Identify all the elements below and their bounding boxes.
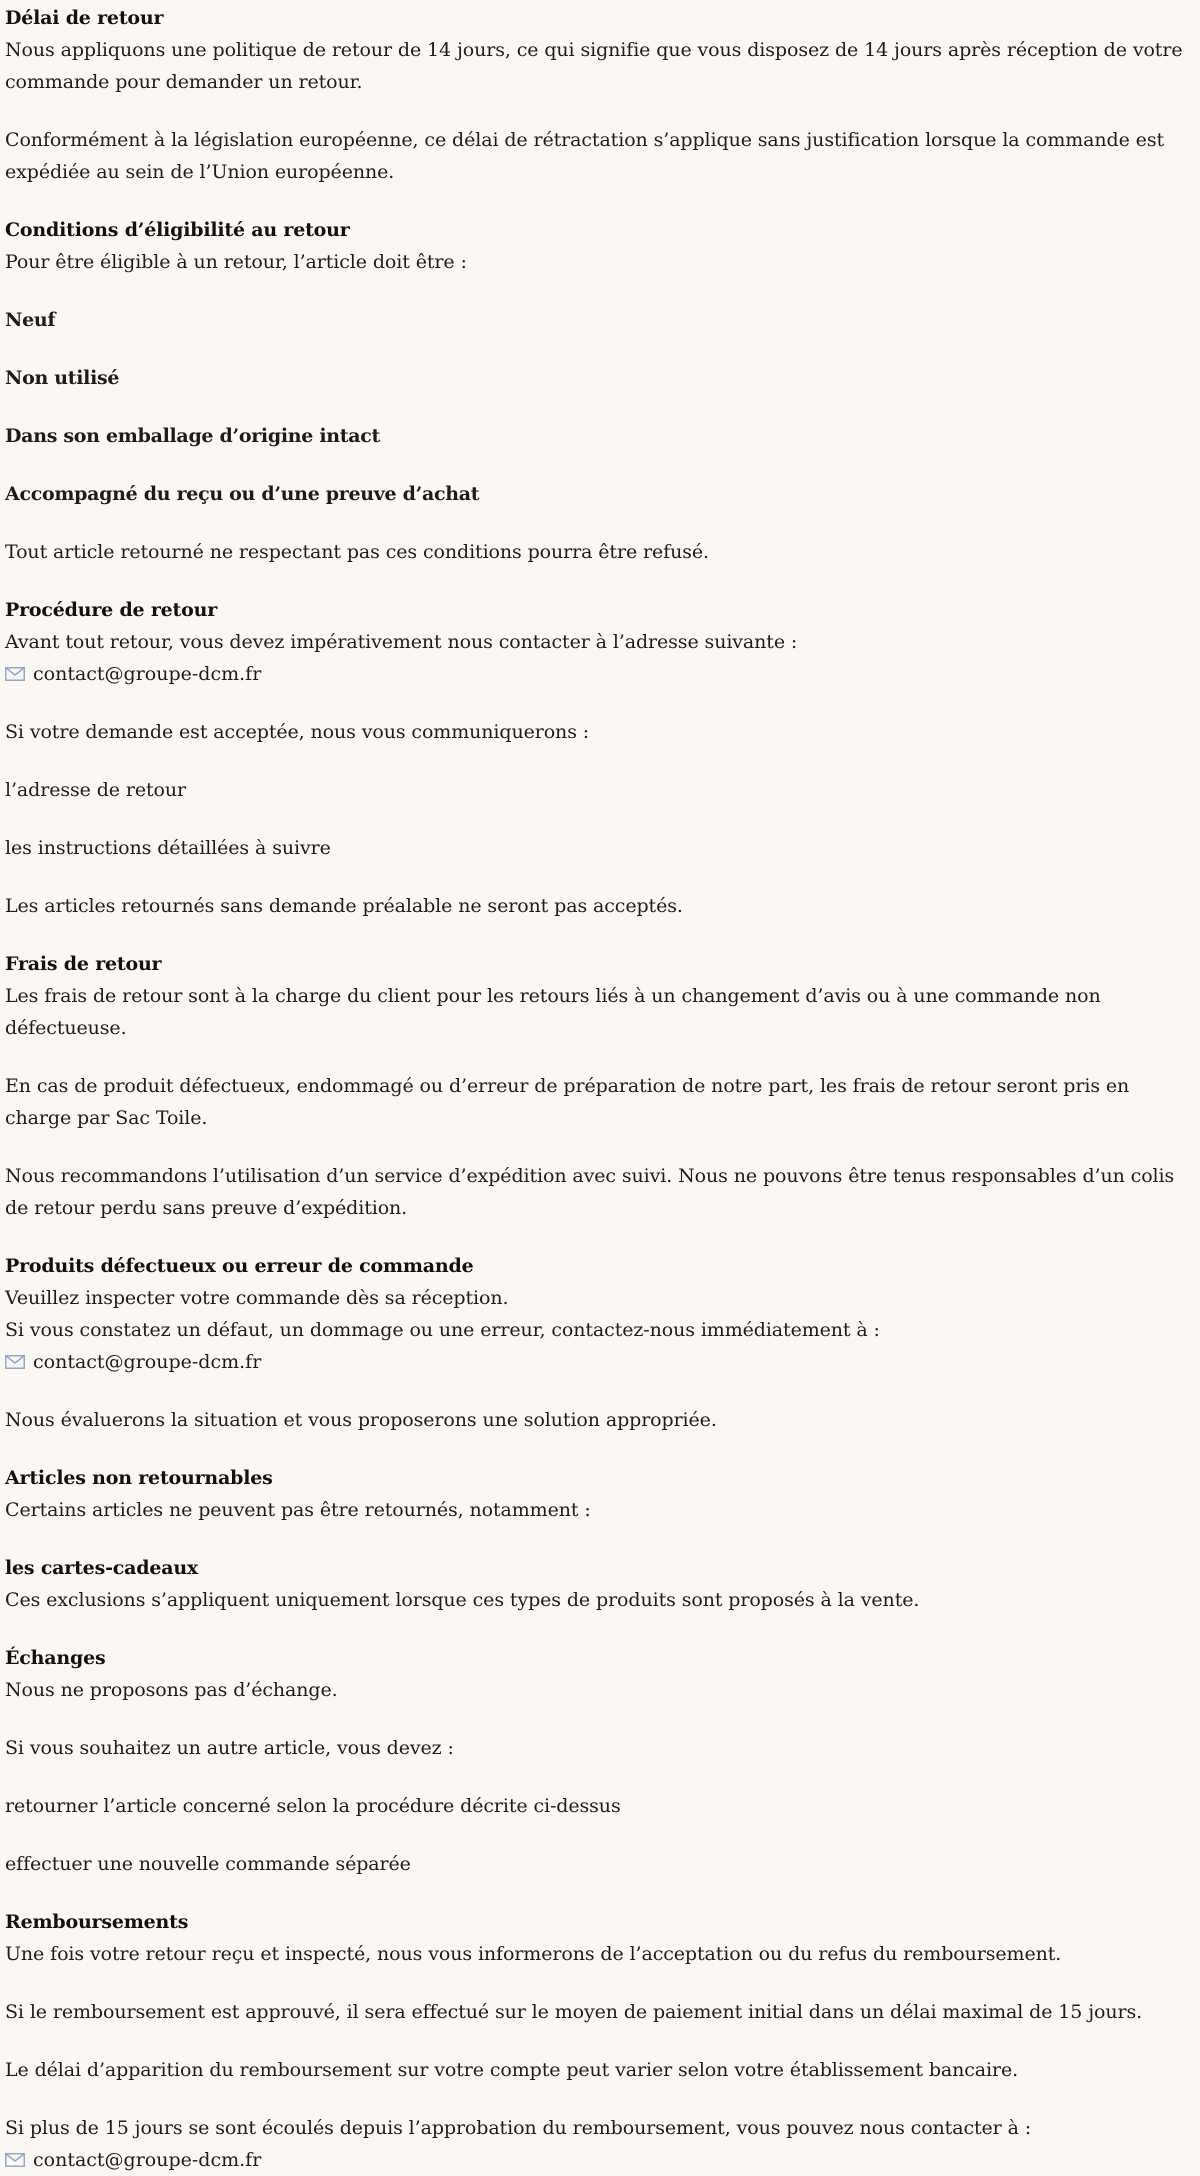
conditions-intro: Pour être éligible à un retour, l’article doit être :: [5, 251, 467, 273]
heading-conditions-eligibilite: Conditions d’éligibilité au retour: [5, 219, 350, 241]
remboursements-paragraph-4: Si plus de 15 jours se sont écoulés depuis l’approbation du remboursement, vous pouvez nous contacter à :: [5, 2117, 1032, 2139]
contact-email-link[interactable]: contact@groupe-dcm.fr: [33, 1351, 262, 1373]
section-echanges: [5, 1642, 1192, 1880]
non-retournable-item: les cartes-cadeaux: [5, 1557, 199, 1579]
defectueux-outro: Nous évaluerons la situation et vous proposerons une solution appropriée.: [5, 1409, 717, 1431]
heading-procedure-de-retour: Procédure de retour: [5, 599, 218, 621]
procedure-item: l’adresse de retour: [5, 779, 186, 801]
frais-paragraph-2: En cas de produit défectueux, endommagé ou d’erreur de préparation de notre part, les frais de retour seront pris en charge par Sac Toile.: [5, 1075, 1130, 1129]
section-procedure-de-retour: [5, 594, 1192, 922]
section-articles-non-retournables: [5, 1462, 1192, 1616]
defectueux-line-2: Si vous constatez un défaut, un dommage ou une erreur, contactez-nous immédiatement à :: [5, 1319, 880, 1341]
non-retournables-intro: Certains articles ne peuvent pas être retournés, notamment :: [5, 1499, 591, 1521]
frais-paragraph-1: Les frais de retour sont à la charge du client pour les retours liés à un changement d’avis ou à une commande non défectueuse.: [5, 985, 1101, 1039]
heading-frais-de-retour: Frais de retour: [5, 953, 162, 975]
remboursements-email-line: [5, 2144, 1192, 2176]
remboursements-paragraph-1: Une fois votre retour reçu et inspecté, nous vous informerons de l’acceptation ou du refus du remboursement.: [5, 1943, 1062, 1965]
procedure-accepted-text: Si votre demande est acceptée, nous vous communiquerons :: [5, 721, 590, 743]
section-produits-defectueux: [5, 1250, 1192, 1436]
condition-item: Neuf: [5, 309, 56, 331]
conditions-outro: Tout article retourné ne respectant pas ces conditions pourra être refusé.: [5, 541, 709, 563]
envelope-icon: [5, 667, 25, 681]
delai-paragraph-2: Conformément à la législation européenne, ce délai de rétractation s’applique sans justification lorsque la commande est expédiée au sein de l’Union européenne.: [5, 129, 1165, 183]
echanges-item: effectuer une nouvelle commande séparée: [5, 1853, 411, 1875]
defectueux-line-1: Veuillez inspecter votre commande dès sa réception.: [5, 1287, 509, 1309]
remboursements-paragraph-2: Si le remboursement est approuvé, il sera effectué sur le moyen de paiement initial dans un délai maximal de 15 jours.: [5, 2001, 1143, 2023]
condition-item: Accompagné du reçu ou d’une preuve d’achat: [5, 483, 480, 505]
remboursements-paragraph-3: Le délai d’apparition du remboursement sur votre compte peut varier selon votre établissement bancaire.: [5, 2059, 1019, 2081]
defectueux-email-line: [5, 1346, 1192, 1378]
contact-email-link[interactable]: contact@groupe-dcm.fr: [33, 2149, 262, 2171]
section-delai-de-retour: [5, 2, 1192, 188]
frais-paragraph-3: Nous recommandons l’utilisation d’un service d’expédition avec suivi. Nous ne pouvons être tenus responsables d’un colis de retour perdu sans preuve d’expédition.: [5, 1165, 1175, 1219]
section-remboursements: [5, 1906, 1192, 2176]
envelope-icon: [5, 1355, 25, 1369]
heading-produits-defectueux: Produits défectueux ou erreur de commande: [5, 1255, 474, 1277]
procedure-outro: Les articles retournés sans demande préalable ne seront pas acceptés.: [5, 895, 683, 917]
procedure-email-line: [5, 658, 1192, 690]
heading-echanges: Échanges: [5, 1647, 106, 1669]
delai-paragraph-1: Nous appliquons une politique de retour de 14 jours, ce qui signifie que vous disposez de 14 jours après réception de votre commande pour demander un retour.: [5, 39, 1183, 93]
heading-articles-non-retournables: Articles non retournables: [5, 1467, 273, 1489]
envelope-icon: [5, 2153, 25, 2167]
non-retournables-outro: Ces exclusions s’appliquent uniquement lorsque ces types de produits sont proposés à la vente.: [5, 1589, 920, 1611]
condition-item: Non utilisé: [5, 367, 120, 389]
heading-remboursements: Remboursements: [5, 1911, 189, 1933]
contact-email-link[interactable]: contact@groupe-dcm.fr: [33, 663, 262, 685]
procedure-item: les instructions détaillées à suivre: [5, 837, 331, 859]
section-conditions-eligibilite: [5, 214, 1192, 568]
section-frais-de-retour: [5, 948, 1192, 1224]
echanges-paragraph-2: Si vous souhaitez un autre article, vous devez :: [5, 1737, 454, 1759]
procedure-intro: Avant tout retour, vous devez impérativement nous contacter à l’adresse suivante :: [5, 631, 798, 653]
heading-delai-de-retour: Délai de retour: [5, 7, 164, 29]
echanges-paragraph-1: Nous ne proposons pas d’échange.: [5, 1679, 338, 1701]
echanges-item: retourner l’article concerné selon la procédure décrite ci-dessus: [5, 1795, 621, 1817]
condition-item: Dans son emballage d’origine intact: [5, 425, 381, 447]
